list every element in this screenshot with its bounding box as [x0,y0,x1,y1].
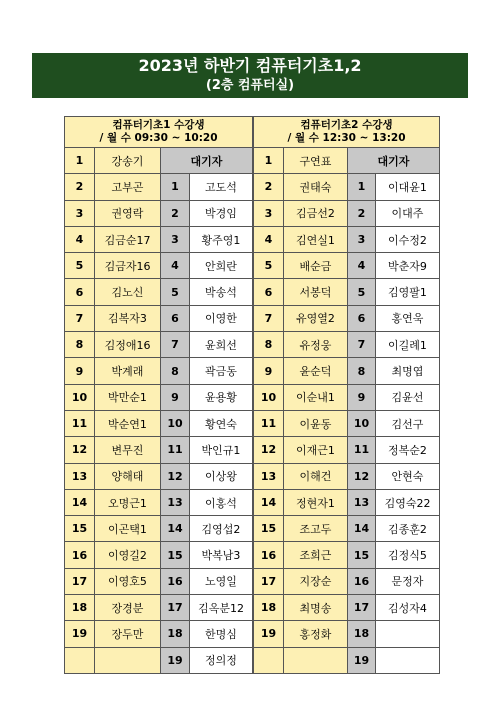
waitlist-number: 19 [161,647,190,673]
class1-header-title: 컴퓨터기초1 수강생 [112,119,205,131]
waitlist-name: 김영섭2 [190,516,253,542]
waitlist-number: 6 [348,305,376,331]
enrolled-number: 15 [254,516,284,542]
waitlist-name: 고도석 [190,174,253,200]
enrolled-name: 박만순1 [95,384,161,410]
class1-header [65,117,253,148]
empty-cell [284,647,348,673]
enrolled-number: 7 [65,305,95,331]
waitlist-name: 황연숙 [190,410,253,436]
enrolled-number: 12 [65,437,95,463]
table-row [254,253,440,279]
waitlist-number: 19 [348,647,376,673]
enrolled-number: 14 [65,489,95,515]
enrolled-name: 권영락 [95,200,161,226]
waitlist-name: 황주영1 [190,226,253,252]
waitlist-number: 18 [348,621,376,647]
enrolled-number: 14 [254,489,284,515]
enrolled-name: 지장순 [284,568,348,594]
waitlist-name: 홍연욱 [376,305,440,331]
enrolled-number: 4 [65,226,95,252]
enrolled-number: 2 [254,174,284,200]
enrolled-name: 구연표 [284,148,348,174]
table-row [254,621,440,647]
enrolled-number: 10 [65,384,95,410]
enrolled-number: 9 [65,358,95,384]
enrolled-name: 김금선2 [284,200,348,226]
waitlist-number: 14 [348,516,376,542]
waitlist-name: 이상왕 [190,463,253,489]
table-row [65,595,253,621]
table-row [254,568,440,594]
enrolled-name: 장경분 [95,595,161,621]
waitlist-name: 김영숙22 [376,489,440,515]
waitlist-number: 9 [348,384,376,410]
waitlist-name: 김성자4 [376,595,440,621]
table-row [65,463,253,489]
waitlist-name: 정복순2 [376,437,440,463]
enrolled-number: 17 [254,568,284,594]
waitlist-name: 이영한 [190,305,253,331]
enrolled-number: 1 [254,148,284,174]
waitlist-name: 윤용황 [190,384,253,410]
waitlist-name: 문정자 [376,568,440,594]
table-row [65,253,253,279]
enrolled-name: 홍정화 [284,621,348,647]
table-row [254,384,440,410]
enrolled-number: 13 [65,463,95,489]
enrolled-name: 윤순덕 [284,358,348,384]
waitlist-name [376,647,440,673]
enrolled-number: 18 [254,595,284,621]
waitlist-number: 15 [161,542,190,568]
waitlist-number: 7 [348,332,376,358]
enrolled-number: 2 [65,174,95,200]
table-row [65,542,253,568]
table-row [65,621,253,647]
waitlist-name: 이길례1 [376,332,440,358]
enrolled-name: 김금자16 [95,253,161,279]
enrolled-name: 장두만 [95,621,161,647]
table-row [65,332,253,358]
enrolled-number: 4 [254,226,284,252]
waitlist-number: 3 [348,226,376,252]
waitlist-number: 9 [161,384,190,410]
waitlist-name: 김영팔1 [376,279,440,305]
waitlist-name: 윤희선 [190,332,253,358]
waitlist-number: 8 [161,358,190,384]
enrolled-name: 조희근 [284,542,348,568]
waitlist-number: 13 [161,489,190,515]
waitlist-name: 곽금동 [190,358,253,384]
waitlist-header: 대기자 [161,148,253,174]
waitlist-number: 2 [161,200,190,226]
table-row [254,148,440,174]
waitlist-name: 최명엽 [376,358,440,384]
enrolled-name: 오명근1 [95,489,161,515]
waitlist-number: 16 [161,568,190,594]
waitlist-name: 박인규1 [190,437,253,463]
class2-roster-table [253,116,440,674]
table-row [254,542,440,568]
waitlist-name: 김윤선 [376,384,440,410]
waitlist-name [376,621,440,647]
enrolled-name: 양해태 [95,463,161,489]
waitlist-number: 17 [348,595,376,621]
enrolled-number: 11 [254,410,284,436]
class1-header-schedule: / 월 수 09:30 ~ 10:20 [99,132,218,144]
waitlist-name: 김종훈2 [376,516,440,542]
enrolled-number: 3 [65,200,95,226]
waitlist-name: 안현숙 [376,463,440,489]
waitlist-name: 이대윤1 [376,174,440,200]
waitlist-number: 10 [348,410,376,436]
waitlist-name: 박경임 [190,200,253,226]
table-row [254,226,440,252]
enrolled-name: 박순연1 [95,410,161,436]
waitlist-name: 김선구 [376,410,440,436]
enrolled-number: 6 [65,279,95,305]
enrolled-number: 18 [65,595,95,621]
waitlist-number: 13 [348,489,376,515]
enrolled-number: 5 [65,253,95,279]
enrolled-name: 이영길2 [95,542,161,568]
waitlist-name: 이대주 [376,200,440,226]
enrolled-number: 11 [65,410,95,436]
table-row [65,279,253,305]
enrolled-name: 유영열2 [284,305,348,331]
waitlist-number: 16 [348,568,376,594]
table-row [65,516,253,542]
enrolled-name: 박계래 [95,358,161,384]
waitlist-number: 5 [161,279,190,305]
enrolled-number: 17 [65,568,95,594]
waitlist-number: 11 [348,437,376,463]
enrolled-name: 김복자3 [95,305,161,331]
enrolled-name: 고부곤 [95,174,161,200]
enrolled-name: 이순내1 [284,384,348,410]
enrolled-number: 15 [65,516,95,542]
waitlist-name: 이홍석 [190,489,253,515]
waitlist-header: 대기자 [348,148,440,174]
class2-header [254,117,440,148]
class1-roster-table [64,116,253,674]
table-row [254,279,440,305]
waitlist-name: 김옥분12 [190,595,253,621]
enrolled-number: 19 [254,621,284,647]
enrolled-name: 조고두 [284,516,348,542]
enrolled-name: 김금순17 [95,226,161,252]
waitlist-name: 노영일 [190,568,253,594]
enrolled-name: 최명송 [284,595,348,621]
empty-cell [65,647,95,673]
enrolled-name: 이재근1 [284,437,348,463]
enrolled-number: 5 [254,253,284,279]
table-row [254,410,440,436]
waitlist-number: 14 [161,516,190,542]
class2-header-title: 컴퓨터기초2 수강생 [300,119,393,131]
waitlist-number: 11 [161,437,190,463]
waitlist-number: 6 [161,305,190,331]
table-row [65,437,253,463]
waitlist-name: 이수정2 [376,226,440,252]
enrolled-name: 강송기 [95,148,161,174]
table-row [65,489,253,515]
table-row [254,358,440,384]
waitlist-number: 2 [348,200,376,226]
waitlist-name: 박송석 [190,279,253,305]
waitlist-number: 8 [348,358,376,384]
waitlist-name: 정의정 [190,647,253,673]
enrolled-number: 10 [254,384,284,410]
enrolled-name: 권태숙 [284,174,348,200]
table-row [254,305,440,331]
waitlist-number: 10 [161,410,190,436]
enrolled-number: 16 [254,542,284,568]
enrolled-name: 김노신 [95,279,161,305]
enrolled-number: 8 [254,332,284,358]
waitlist-number: 7 [161,332,190,358]
table-row [65,226,253,252]
waitlist-number: 12 [161,463,190,489]
page-subtitle: (2층 컴퓨터실) [205,78,295,93]
waitlist-name: 김정식5 [376,542,440,568]
enrolled-name: 이윤동 [284,410,348,436]
enrolled-number: 16 [65,542,95,568]
enrolled-name: 이해건 [284,463,348,489]
table-row [254,332,440,358]
table-row [254,647,440,673]
table-row [65,358,253,384]
enrolled-name: 정현자1 [284,489,348,515]
table-row [65,305,253,331]
table-row [254,516,440,542]
waitlist-name: 한명심 [190,621,253,647]
waitlist-number: 17 [161,595,190,621]
table-row [65,384,253,410]
table-row [65,647,253,673]
enrolled-name: 배순금 [284,253,348,279]
waitlist-number: 15 [348,542,376,568]
enrolled-number: 9 [254,358,284,384]
enrolled-number: 13 [254,463,284,489]
table-row [65,148,253,174]
enrolled-name: 이곤택1 [95,516,161,542]
waitlist-number: 1 [161,174,190,200]
waitlist-name: 박복남3 [190,542,253,568]
enrolled-number: 1 [65,148,95,174]
waitlist-number: 18 [161,621,190,647]
table-row [254,489,440,515]
table-row [254,200,440,226]
waitlist-number: 3 [161,226,190,252]
enrolled-name: 서봉덕 [284,279,348,305]
table-row [254,437,440,463]
enrolled-number: 7 [254,305,284,331]
enrolled-number: 12 [254,437,284,463]
enrolled-name: 유정웅 [284,332,348,358]
enrolled-name: 김정애16 [95,332,161,358]
enrolled-name: 이영호5 [95,568,161,594]
title-banner [32,53,468,98]
enrolled-number: 3 [254,200,284,226]
empty-cell [254,647,284,673]
table-row [254,174,440,200]
enrolled-number: 19 [65,621,95,647]
page-title: 2023년 하반기 컴퓨터기초1,2 [138,56,362,75]
waitlist-number: 4 [161,253,190,279]
table-row [65,200,253,226]
waitlist-number: 5 [348,279,376,305]
table-row [65,568,253,594]
enrolled-number: 6 [254,279,284,305]
table-row [254,463,440,489]
waitlist-number: 12 [348,463,376,489]
class2-header-schedule: / 월 수 12:30 ~ 13:20 [287,132,406,144]
waitlist-number: 4 [348,253,376,279]
table-row [254,595,440,621]
table-row [65,410,253,436]
empty-cell [95,647,161,673]
waitlist-name: 안희란 [190,253,253,279]
waitlist-name: 박춘자9 [376,253,440,279]
table-row [65,174,253,200]
enrolled-name: 김연실1 [284,226,348,252]
waitlist-number: 1 [348,174,376,200]
enrolled-name: 변무진 [95,437,161,463]
enrolled-number: 8 [65,332,95,358]
